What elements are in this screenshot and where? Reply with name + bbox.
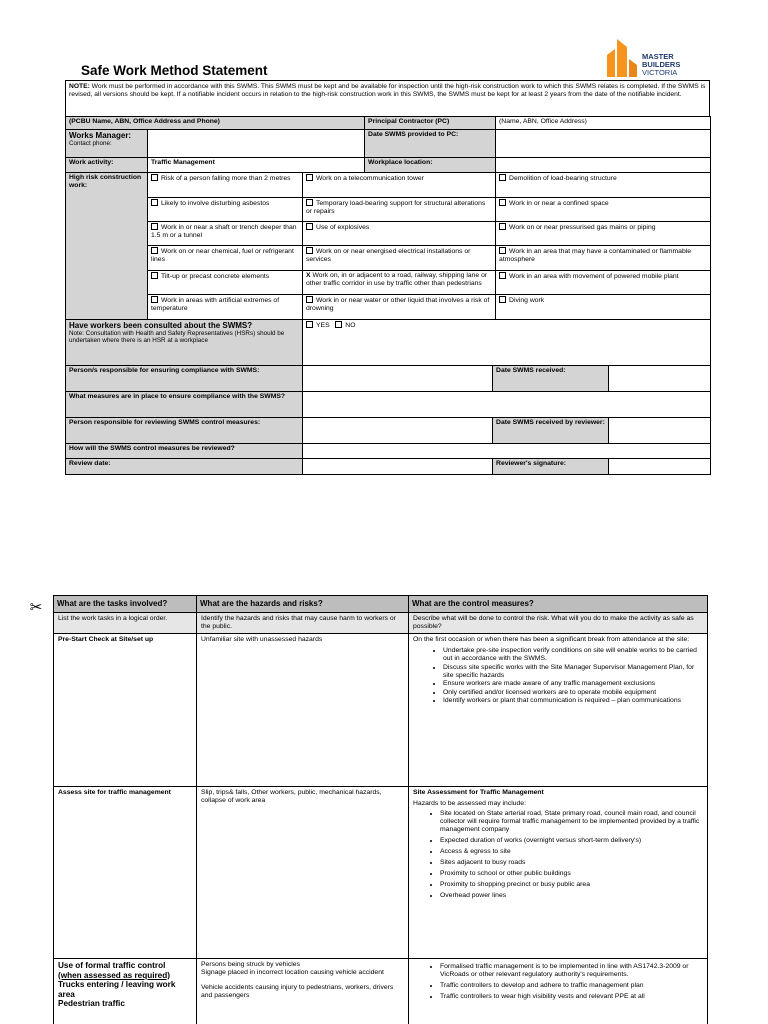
work-activity-value[interactable]: Traffic Management	[148, 158, 365, 173]
list-item: • Discuss site specific works with the Site Manager Supervisor Management Plan, for site specific hazards	[443, 664, 703, 680]
list-item: • Undertake pre-site inspection verify conditions on site will enable works to be carried out in accordance with the SWMS.	[443, 647, 703, 663]
table-row	[54, 959, 708, 1024]
no-label: NO	[345, 322, 356, 329]
measures-label: What measures are in place to ensure compliance with the SWMS?	[66, 392, 303, 418]
date-received-label: Date SWMS received:	[493, 366, 609, 392]
control-cell	[409, 787, 708, 959]
logo-line-1: MASTER	[642, 52, 674, 61]
document-title: Safe Work Method Statement	[81, 63, 268, 78]
work-activity-label: Work activity:	[66, 158, 148, 173]
date-reviewer-field[interactable]	[609, 418, 711, 444]
task-cell: Assess site for traffic management	[54, 787, 197, 959]
date-swms-pc-label: Date SWMS provided to PC:	[365, 130, 496, 158]
control-cell	[409, 959, 708, 1024]
logo-line-3: VICTORIA	[642, 68, 678, 77]
header-tasks: What are the tasks involved?	[54, 596, 197, 613]
high-risk-label: High risk construction work:	[66, 173, 148, 320]
hr-item[interactable]: Temporary load-bearing support for structural alterations or repairs	[303, 198, 496, 222]
hr-item[interactable]: Tilt-up or precast concrete elements	[148, 271, 303, 295]
task-line: Use of formal traffic control	[58, 961, 166, 970]
control-list	[440, 963, 703, 1001]
list-item: • Site located on State arterial road, State primary road, council main road, and council collector will require formal traffic management to be implemented provided by a traffic management company	[440, 810, 703, 834]
list-item: • Sites adjacent to busy roads	[440, 859, 703, 867]
checked-mark[interactable]: X	[306, 272, 311, 279]
subheader-tasks: List the work tasks in a logical order.	[54, 613, 197, 634]
how-review-field[interactable]	[303, 444, 711, 459]
list-item: • Formalised traffic management is to be implemented in line with AS1742.3-2009 or VicRoads or other relevant regulatory authority's requirements.	[440, 963, 703, 979]
works-manager-field[interactable]	[148, 130, 365, 158]
task-line: Trucks entering / leaving work area	[58, 980, 176, 999]
reviewer-signature-label: Reviewer's signature:	[493, 459, 609, 475]
subheader-controls: Describe what will be done to control the risk. What will you do to make the activity as safe as possible?	[409, 613, 708, 634]
measures-field[interactable]	[303, 392, 711, 418]
hazard-cell	[197, 959, 409, 1024]
task-line: (when assessed as required)	[58, 970, 170, 980]
list-item: • Traffic controllers to wear high visibility vests and relevant PPE at all	[440, 993, 703, 1001]
consulted-cell	[66, 320, 303, 366]
control-intro: On the first occasion or when there has been a significant break from attendance at the site:	[413, 636, 690, 643]
list-item: • Expected duration of works (overnight versus short-term delivery's)	[440, 837, 703, 845]
header-hazards: What are the hazards and risks?	[197, 596, 409, 613]
hr-item[interactable]: Work in areas with artificial extremes of temperature	[148, 295, 303, 320]
hr-item[interactable]: Demolition of load-bearing structure	[496, 173, 711, 198]
hr-item[interactable]: Work in an area that may have a contaminated or flammable atmosphere	[496, 246, 711, 271]
hr-item[interactable]: Work in or near a confined space	[496, 198, 711, 222]
list-item: • Proximity to shopping precinct or busy public area	[440, 881, 703, 889]
hr-item[interactable]: Use of explosives	[303, 222, 496, 246]
hr-item[interactable]: Work on a telecommunication tower	[303, 173, 496, 198]
checkbox[interactable]	[151, 174, 158, 181]
hr-item[interactable]: Work in an area with movement of powered mobile plant	[496, 271, 711, 295]
checkbox[interactable]	[306, 296, 313, 303]
checkbox[interactable]	[306, 199, 313, 206]
table-row	[54, 634, 708, 787]
consulted-answer	[303, 320, 711, 366]
reviewer-signature-field[interactable]	[609, 459, 711, 475]
control-heading: Site Assessment for Traffic Management	[413, 789, 544, 796]
hazard-line: Signage placed in incorrect location causing vehicle accident	[201, 969, 384, 976]
control-list	[443, 647, 703, 705]
hr-item[interactable]: Work on or near chemical, fuel or refrigerant lines	[148, 246, 303, 271]
workplace-location-label: Workplace location:	[365, 158, 496, 173]
task-line: Pedestrian traffic	[58, 999, 125, 1008]
pc-label: Principal Contractor (PC)	[365, 117, 496, 130]
checkbox[interactable]	[499, 272, 506, 279]
hr-item[interactable]: Diving work	[496, 295, 711, 320]
checkbox[interactable]	[151, 223, 158, 230]
list-item: • Proximity to school or other public buildings	[440, 870, 703, 878]
scissors-icon: ✂	[29, 598, 43, 616]
note-box	[65, 80, 710, 117]
review-date-field[interactable]	[303, 459, 493, 475]
yes-label: YES	[316, 322, 330, 329]
tasks-table	[53, 595, 708, 1024]
hr-item[interactable]: Risk of a person falling more than 2 metres	[148, 173, 303, 198]
pcbu-label: (PCBU Name, ABN, Office Address and Phone)	[66, 117, 365, 130]
contact-phone-label: Contact phone:	[69, 140, 112, 147]
list-item: • Access & egress to site	[440, 848, 703, 856]
control-intro: Hazards to be assessed may include:	[413, 800, 526, 807]
hr-item[interactable]: Work on or near pressurised gas mains or piping	[496, 222, 711, 246]
yes-checkbox[interactable]	[306, 321, 313, 328]
compliance-label: Person/s responsible for ensuring compliance with SWMS:	[66, 366, 303, 392]
checkbox[interactable]	[306, 247, 313, 254]
note-text: Work must be performed in accordance with this SWMS. This SWMS must be kept and be available for inspection until the high-risk construction work to which this SWMS relates is completed. If the SWMS is revised, all versions should be kept. If a notifiable incident occurs in relation to the high-risk construction work in this SWMS, the SWMS must be kept for at least 2 years from the date of the notifiable incident.	[69, 83, 706, 98]
pc-hint: (Name, ABN, Office Address)	[496, 117, 711, 130]
works-manager-cell	[66, 130, 148, 158]
hazard-cell: Unfamiliar site with unassessed hazards	[197, 634, 409, 787]
control-cell	[409, 634, 708, 787]
logo-line-2: BUILDERS	[642, 60, 681, 69]
control-list	[440, 810, 703, 900]
reviewer-field[interactable]	[303, 418, 493, 444]
hr-item[interactable]: Likely to involve disturbing asbestos	[148, 198, 303, 222]
checkbox[interactable]	[306, 223, 313, 230]
review-date-label: Review date:	[66, 459, 303, 475]
task-cell	[54, 959, 197, 1024]
hr-item[interactable]: Work in or near water or other liquid that involves a risk of drowning	[303, 295, 496, 320]
checkbox[interactable]	[151, 199, 158, 206]
logo-mark-icon	[605, 37, 639, 79]
note-label: NOTE:	[69, 83, 90, 90]
checkbox[interactable]	[499, 223, 506, 230]
how-review-label: How will the SWMS control measures be reviewed?	[66, 444, 303, 459]
list-item: • Overhead power lines	[440, 892, 703, 900]
date-reviewer-label: Date SWMS received by reviewer:	[493, 418, 609, 444]
hazard-line: Persons being struck by vehicles	[201, 961, 300, 968]
no-checkbox[interactable]	[335, 321, 342, 328]
checkbox[interactable]	[499, 199, 506, 206]
swms-form-table	[65, 116, 711, 475]
list-item: • Traffic controllers to develop and adhere to traffic management plan	[440, 982, 703, 990]
subheader-hazards: Identify the hazards and risks that may cause harm to workers or the public.	[197, 613, 409, 634]
reviewer-label: Person responsible for reviewing SWMS control measures:	[66, 418, 303, 444]
checkbox[interactable]	[151, 296, 158, 303]
checkbox[interactable]	[499, 296, 506, 303]
task-cell: Pre-Start Check at Site/set up	[54, 634, 197, 787]
checkbox[interactable]	[151, 272, 158, 279]
works-manager-label: Works Manager:	[69, 131, 132, 140]
list-item: • Only certified and/or licensed workers are to operate mobile equipment	[443, 689, 703, 697]
checkbox[interactable]	[499, 247, 506, 254]
compliance-field[interactable]	[303, 366, 493, 392]
hazard-cell: Slip, trips& falls, Other workers, public, mechanical hazards, collapse of work area	[197, 787, 409, 959]
master-builders-logo	[605, 37, 705, 79]
hr-item[interactable]: Work in or near a shaft or trench deeper than 1.5 m or a tunnel	[148, 222, 303, 246]
list-item: • Ensure workers are made aware of any traffic management exclusions	[443, 680, 703, 688]
workplace-location-field[interactable]	[496, 158, 711, 173]
header-controls: What are the control measures?	[409, 596, 708, 613]
checkbox[interactable]	[499, 174, 506, 181]
table-row	[54, 787, 708, 959]
checkbox[interactable]	[151, 247, 158, 254]
date-received-field[interactable]	[609, 366, 711, 392]
hazard-line: Vehicle accidents causing injury to pedestrians, workers, drivers and passengers	[201, 984, 394, 999]
consulted-label: Have workers been consulted about the SWMS?	[69, 321, 253, 330]
list-item: • Identify workers or plant that communication is required – plan communications	[443, 697, 703, 705]
date-swms-pc-field[interactable]	[496, 130, 711, 158]
consulted-note: Note: Consultation with Health and Safety Representatives (HSRs) should be undertaken where there is an HSR at a workplace	[69, 330, 285, 345]
hr-item-checked[interactable]: X Work on, in or adjacent to a road, railway, shipping lane or other traffic corridor in use by traffic other than pedestrians	[303, 271, 496, 295]
hr-item[interactable]: Work on or near energised electrical installations or services	[303, 246, 496, 271]
checkbox[interactable]	[306, 174, 313, 181]
